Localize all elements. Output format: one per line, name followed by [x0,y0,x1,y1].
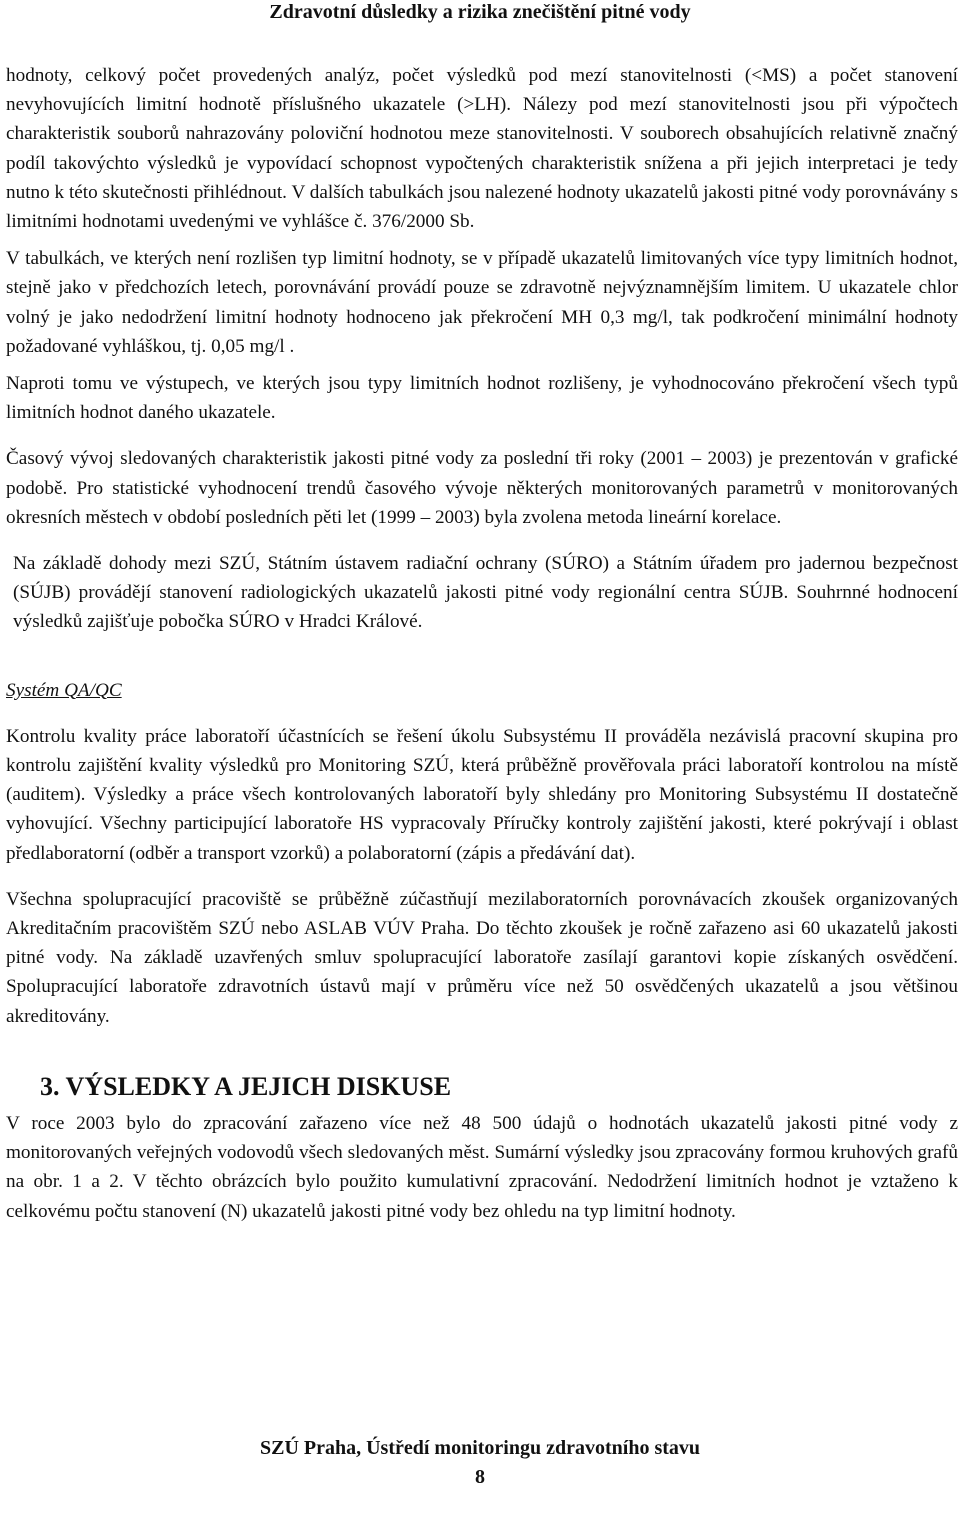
page-number: 8 [475,1466,485,1488]
page-header-title: Zdravotní důsledky a rizika znečištění pitné vody [269,1,691,23]
paragraph-radiology: Na základě dohody mezi SZÚ, Státním ústavem radiační ochrany (SÚRO) a Státním úřadem pro jadernou bezpečnost (SÚJB) provádějí stanovení radiologických ukazatelů jakosti pitné vody regionální centra SÚJB. Souhrnné hodnocení výsledků zajišťuje pobočka SÚRO v Hradci Králové. [13,553,958,633]
paragraph-time-trends: Časový vývoj sledovaných charakteristik jakosti pitné vody za poslední tři roky (2001 – 2003) je prezentován v grafické podobě. Pro statistické vyhodnocení trendů časového vývoje některých monitorovaných parametrů v monitorovaných okresních městech v období posledních pěti let (1999 – 2003) byla zvolena metoda lineární korelace. [6,448,958,528]
paragraph-quality-control: Kontrolu kvality práce laboratoří účastnících se řešení úkolu Subsystému II prováděla nezávislá pracovní skupina pro kontrolu zajištění kvality výsledků pro Monitoring SZÚ, která průběžně prověřovala práci laboratoří kontrolou na místě (auditem). Výsledky a práce všech kontrolovaných laboratoří byly shledány pro Monitoring Subsystému II dostatečně vyhovující. Všechny participující laboratoře HS vypracovaly Příručky kontroly zajištění jakosti, které pokrývají i oblast předlaboratorní (odběr a transport vzorků) a polaboratorní (zápis a předávání dat). [6,725,958,864]
paragraph-limit-types: V tabulkách, ve kterých není rozlišen typ limitní hodnoty, se v případě ukazatelů limitovaných více typy limitních hodnot, stejně jako v předchozích letech, porovnávání provádí pouze se zdravotně nejvýznamnějším limitem. U ukazatele chlor volný je jako nedodržení limitní hodnoty hodnoceno jak překročení MH 0,3 mg/l, tak podkročení minimální hodnoty požadované vyhláškou, tj. 0,05 mg/l . [6,248,958,357]
paragraph-statistics-note: hodnoty, celkový počet provedených analýz, počet výsledků pod mezí stanovitelnosti (<MS) a počet stanovení nevyhovujících limitní hodnotě příslušného ukazatele (>LH). Nálezy pod mezí stanovitelnosti jsou při výpočtech charakteristik souborů nahrazovány poloviční hodnotou meze stanovitelnosti. V souborech obsahujících relativně značný podíl takovýchto výsledků je vypovídací schopnost vypočtených charakteristik snížena a při jejich interpretaci je tedy nutno k této skutečnosti přihlédnout. V dalších tabulkách jsou nalezené hodnoty ukazatelů jakosti pitné vody porovnávány s limitními hodnotami uvedenými ve vyhlášce č. 376/2000 Sb. [6,65,958,233]
section-heading-results: 3. VÝSLEDKY A JEJICH DISKUSE [40,1071,452,1101]
paragraph-limit-distinguished: Naproti tomu ve výstupech, ve kterých jsou typy limitních hodnot rozlišeny, je vyhodnocováno překročení všech typů limitních hodnot daného ukazatele. [6,373,958,424]
section-heading-qa-qc: Systém QA/QC [6,679,122,701]
page-footer [0,1434,960,1492]
footer-institution: SZÚ Praha, Ústředí monitoringu zdravotního stavu [259,1437,701,1459]
paragraph-interlab-tests: Všechna spolupracující pracoviště se průběžně zúčastňují mezilaboratorních porovnávacích zkoušek organizovaných Akreditačním pracovištěm SZÚ nebo ASLAB VÚV Praha. Do těchto zkoušek je ročně zařazeno asi 60 ukazatelů jakosti pitné vody. Na základě uzavřených smluv spolupracující laboratoře zasílají garantovi kopie získaných osvědčení. Spolupracující laboratoře zdravotních ústavů mají v průměru více než 50 osvědčených ukazatelů a jsou většinou akreditovány. [6,888,958,1027]
document-body [6,61,958,1226]
paragraph-results-summary: V roce 2003 bylo do zpracování zařazeno více než 48 500 údajů o hodnotách ukazatelů jakosti pitné vody z monitorovaných veřejných vodovodů všech sledovaných měst. Sumární výsledky jsou zpracovány formou kruhových grafů na obr. 1 a 2. V těchto obrázcích bylo použito kumulativní zpracování. Nedodržení limitních hodnot je vztaženo k celkovému počtu stanovení (N) ukazatelů jakosti pitné vody bez ohledu na typ limitní hodnoty. [6,1112,958,1222]
